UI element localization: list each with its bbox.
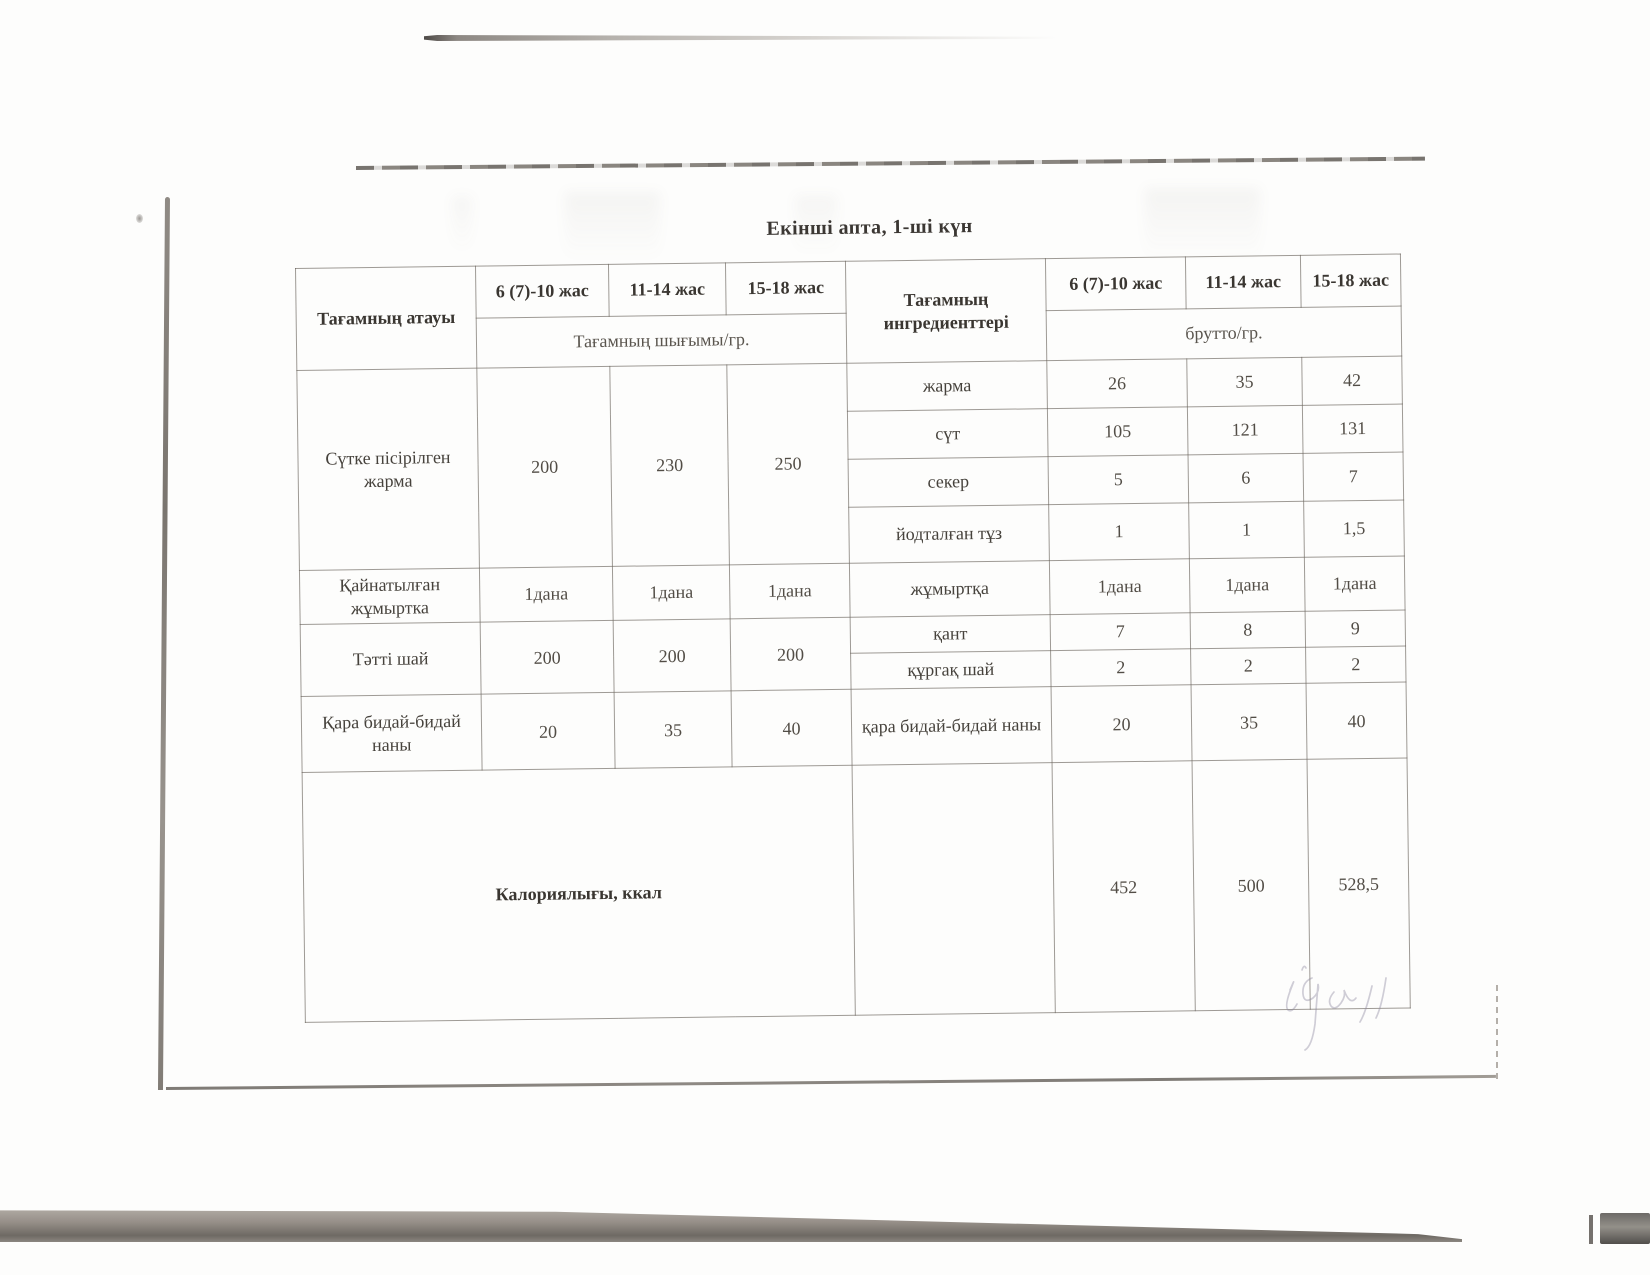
food-value: 250 — [727, 363, 850, 565]
header-age-6-10-left: 6 (7)-10 жас — [475, 264, 609, 318]
food-value: 1дана — [479, 566, 613, 622]
ingredient-value: 2 — [1306, 646, 1406, 683]
ingredient-value: 35 — [1191, 683, 1307, 760]
ingredient-value: 7 — [1303, 452, 1404, 501]
ingredient-value: 1,5 — [1304, 500, 1405, 557]
ingredient-label: секер — [848, 457, 1049, 508]
food-row-label: Тәтті шай — [300, 622, 481, 696]
food-value: 35 — [614, 691, 732, 769]
ingredient-value: 1 — [1049, 503, 1190, 561]
ingredient-value: 42 — [1302, 356, 1403, 405]
page-title: Екінші апта, 1-ші күн — [766, 215, 973, 240]
calories-total: 500 — [1192, 759, 1310, 1010]
scanner-corner-line — [1589, 1215, 1593, 1244]
ingredient-value: 5 — [1048, 455, 1189, 505]
header-age-11-14-left: 11-14 жас — [608, 263, 726, 317]
food-value: 200 — [480, 620, 614, 694]
handwritten-signature — [1268, 948, 1438, 1068]
food-value: 40 — [731, 689, 852, 767]
menu-table — [295, 254, 1411, 1023]
calories-total: 528,5 — [1307, 758, 1410, 1009]
header-age-15-18-right: 15-18 жас — [1300, 254, 1401, 307]
calories-total: 452 — [1052, 761, 1195, 1013]
ingredient-label: сүт — [847, 409, 1048, 460]
header-age-11-14-right: 11-14 жас — [1185, 255, 1301, 309]
ingredient-value: 26 — [1047, 359, 1188, 409]
food-value: 20 — [481, 692, 615, 770]
ingredient-label: жұмыртқа — [849, 561, 1050, 618]
ingredient-label: құргақ шай — [851, 651, 1051, 690]
ingredient-value: 40 — [1306, 682, 1407, 759]
ingredient-value: 1дана — [1049, 559, 1190, 615]
ingredient-value: 1дана — [1189, 557, 1305, 613]
food-value: 200 — [730, 617, 851, 691]
food-row-label: Қайнатылған жұмыртка — [299, 568, 480, 624]
ingredient-value: 9 — [1305, 610, 1405, 647]
header-food-name: Тағамның атауы — [296, 266, 477, 370]
ingredient-value: 1дана — [1304, 556, 1405, 611]
ingredient-value: 20 — [1051, 685, 1192, 763]
food-value: 230 — [610, 365, 730, 567]
subheader-output: Тағамның шығымы/гр. — [476, 313, 847, 368]
ingredient-label: қара бидай-бидай наны — [851, 687, 1052, 766]
ingredient-value: 8 — [1190, 611, 1305, 649]
ingredient-value: 105 — [1047, 407, 1188, 457]
food-value: 1дана — [612, 565, 730, 621]
food-value: 1дана — [729, 563, 850, 619]
header-age-6-10-right: 6 (7)-10 жас — [1045, 257, 1186, 311]
ingredient-value: 131 — [1302, 404, 1403, 453]
calories-label: Калориялығы, ккал — [302, 765, 855, 1022]
ingredient-value: 2 — [1191, 647, 1306, 685]
food-row-label: Қара бидай-бидай наны — [301, 694, 482, 772]
food-row-label: Сүтке пісірілген жарма — [297, 368, 480, 570]
ingredient-value: 2 — [1051, 649, 1191, 687]
ingredient-value: 1 — [1189, 501, 1305, 559]
ingredient-label: йодталған тұз — [849, 505, 1050, 564]
ingredient-value: 121 — [1187, 405, 1303, 455]
scanner-corner-block — [1600, 1213, 1650, 1244]
ingredient-value: 7 — [1050, 613, 1190, 651]
food-value: 200 — [613, 619, 731, 693]
subheader-gross: брутто/гр. — [1046, 306, 1402, 361]
ingredient-value: 35 — [1187, 357, 1303, 407]
header-ingredients: Тағамның ингредиенттері — [845, 259, 1046, 364]
empty-cell — [852, 763, 1055, 1016]
header-age-15-18-left: 15-18 жас — [725, 261, 846, 315]
ingredient-label: жарма — [847, 361, 1048, 412]
ingredient-label: қант — [850, 615, 1050, 654]
ingredient-value: 6 — [1188, 453, 1304, 503]
food-value: 200 — [477, 366, 613, 568]
